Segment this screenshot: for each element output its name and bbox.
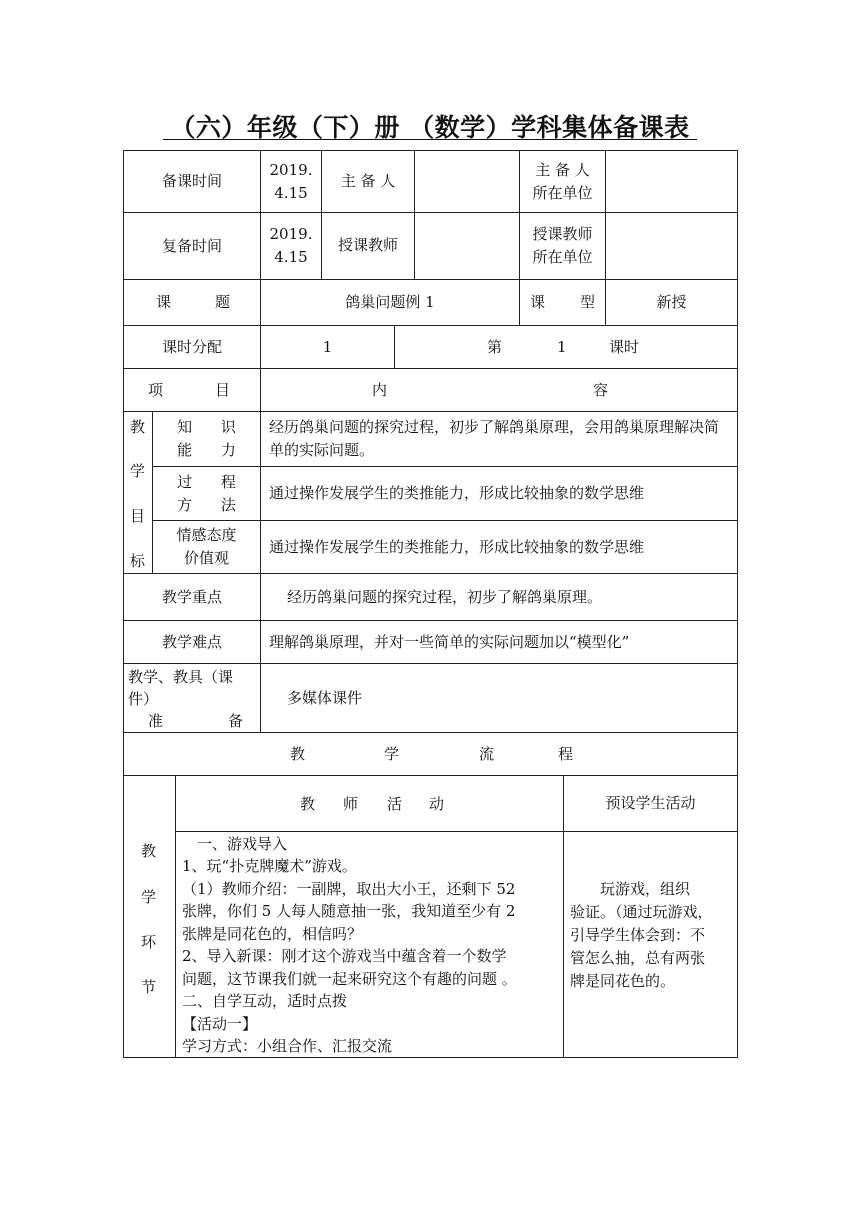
teacher-unit-label-line2: 所在单位	[532, 248, 593, 266]
student-line: 玩游戏，组织	[570, 880, 691, 898]
flow-section-char-4: 节	[141, 978, 157, 996]
knowledge-label-line2: 能 力	[177, 441, 236, 459]
key-text-cell	[260, 573, 738, 621]
teacher-activity-char-2: 师	[343, 795, 359, 813]
lead-unit-label-line2: 所在单位	[532, 183, 593, 202]
content-header-cell	[260, 368, 738, 412]
page-title: （六）年级（下）册 （数学）学科集体备课表	[170, 113, 690, 142]
flow-section-char-3: 环	[141, 933, 157, 951]
hours-label: 课时分配	[161, 337, 222, 356]
student-line: 引导学生体会到：不	[570, 926, 706, 944]
teacher-value-cell	[414, 212, 520, 280]
teacher-label-cell	[321, 212, 415, 280]
teacher-line: （1）教师介绍：一副牌，取出大小王，还剩下 52	[182, 880, 516, 898]
student-line: 验证。（通过玩游戏，	[570, 903, 713, 921]
period-suffix: 课时	[609, 338, 640, 356]
topic-label-b: 题	[214, 293, 230, 311]
lead-unit-label-line1: 主 备 人	[535, 160, 590, 179]
period-prefix: 第	[487, 338, 503, 356]
process-text: 通过操作发展学生的类推能力，形成比较抽象的数学思维	[269, 484, 645, 502]
prep-time-value-line2: 4.15	[274, 183, 308, 202]
prep-time-value-cell	[260, 150, 322, 213]
type-label-a: 课	[530, 293, 546, 311]
difficulty-text: 理解鸽巢原理，并对一些简单的实际问题加以“模型化”	[269, 632, 630, 651]
student-activity-header-cell	[563, 775, 738, 832]
key-label: 教学重点	[161, 587, 222, 606]
process-label-cell	[152, 466, 261, 521]
teacher-line: 一、游戏导入	[182, 835, 288, 853]
type-label-cell	[519, 279, 606, 326]
title-underline	[163, 139, 697, 140]
period-value: 1	[557, 338, 567, 356]
teacher-unit-label-cell	[519, 212, 606, 280]
knowledge-text: 经历鸽巢问题的探究过程，初步了解鸽巢原理，会用鸽巢原理解决简单的实际问题。	[269, 418, 720, 459]
difficulty-text-cell	[260, 620, 738, 664]
objectives-char-4: 标	[130, 552, 146, 570]
review-time-label: 复备时间	[161, 236, 222, 255]
emotion-text: 通过操作发展学生的类推能力，形成比较抽象的数学思维	[269, 537, 645, 556]
period-cell	[394, 325, 738, 369]
process-text-cell	[260, 466, 738, 521]
flow-section-cell	[123, 775, 176, 1058]
tools-label-line3a: 准	[148, 712, 164, 730]
emotion-text-cell	[260, 520, 738, 574]
type-label-b: 型	[579, 293, 595, 311]
lead-unit-value-cell	[605, 150, 738, 213]
flow-header-char-1: 教	[290, 745, 306, 763]
teacher-unit-label-line1: 授课教师	[532, 225, 593, 243]
item-header-cell	[123, 368, 261, 412]
knowledge-label-line1: 知 识	[177, 418, 236, 436]
tools-label-line1: 教学、教具（课	[128, 668, 234, 686]
teacher-line: 2、导入新课：刚才这个游戏当中蕴含着一个数学	[182, 947, 507, 965]
type-value-cell	[605, 279, 738, 326]
process-label-line1: 过 程	[177, 472, 236, 491]
flow-section-char-2: 学	[141, 888, 157, 906]
topic-label-a: 课	[156, 293, 172, 311]
teacher-activity-body-cell	[175, 831, 564, 1058]
prep-time-value-line1: 2019.	[269, 160, 313, 179]
teacher-line: 问题，这节课我们就一起来研究这个有趣的问题 。	[182, 970, 517, 988]
flow-header-char-2: 学	[384, 745, 400, 763]
lead-preparer-value-cell	[414, 150, 520, 213]
key-label-cell	[123, 573, 261, 621]
lead-preparer-label-cell	[321, 150, 415, 213]
lead-preparer-label: 主 备 人	[340, 172, 396, 190]
lead-unit-label-cell	[519, 150, 606, 213]
emotion-label-cell	[152, 520, 261, 574]
teacher-line: 1、玩“扑克牌魔术”游戏。	[182, 857, 357, 875]
objectives-group-cell	[123, 411, 153, 574]
difficulty-label-cell	[123, 620, 261, 664]
objectives-char-3: 目	[130, 507, 146, 525]
tools-label-cell	[123, 663, 261, 733]
topic-label-cell	[123, 279, 261, 326]
content-header-a: 内	[372, 381, 388, 399]
item-header-a: 项	[148, 380, 164, 399]
hours-value: 1	[322, 337, 333, 356]
teacher-activity-header-cell	[175, 775, 564, 832]
teacher-unit-value-cell	[605, 212, 738, 280]
hours-value-cell	[260, 325, 395, 369]
flow-header-char-3: 流	[479, 745, 495, 763]
student-line: 管怎么抽，总有两张	[570, 949, 706, 967]
prep-time-label: 备课时间	[161, 172, 222, 190]
teacher-activity-char-1: 教	[300, 795, 316, 813]
item-header-b: 目	[214, 380, 230, 399]
key-text: 经历鸽巢问题的探究过程，初步了解鸽巢原理。	[287, 587, 603, 606]
teacher-activity-char-4: 动	[429, 795, 445, 813]
knowledge-text-cell	[260, 411, 738, 467]
teacher-activity-char-3: 活	[387, 795, 403, 813]
review-time-value-line1: 2019.	[269, 225, 313, 243]
topic-value: 鸽巢问题例 1	[345, 293, 435, 311]
teacher-line: 学习方式：小组合作、汇报交流	[182, 1037, 393, 1055]
emotion-label-line2: 价值观	[183, 549, 229, 567]
teacher-line: 二、自学互动，适时点拨	[182, 992, 348, 1010]
teacher-line: 【活动一】	[182, 1015, 258, 1033]
review-time-label-cell	[123, 212, 261, 280]
teacher-line: 张牌是同花色的，相信吗？	[182, 925, 363, 943]
tools-label-line3b: 备	[228, 712, 244, 730]
student-line: 牌是同花色的。	[570, 972, 676, 990]
knowledge-label-cell	[152, 411, 261, 467]
process-label-line2: 方 法	[177, 495, 236, 514]
topic-value-cell	[260, 279, 520, 326]
difficulty-label: 教学难点	[161, 632, 222, 651]
type-value: 新授	[656, 293, 687, 311]
emotion-label-line1: 情感态度	[176, 526, 237, 544]
tools-text: 多媒体课件	[287, 688, 363, 707]
flow-header-cell	[123, 732, 738, 776]
tools-label-line2: 件）	[128, 690, 159, 708]
teacher-label: 授课教师	[337, 236, 398, 254]
prep-time-label-cell	[123, 150, 261, 213]
objectives-char-2: 学	[130, 462, 146, 480]
objectives-char-1: 教	[130, 418, 146, 436]
review-time-value-cell	[260, 212, 322, 280]
teacher-line: 张牌，你们 5 人每人随意抽一张，我知道至少有 2	[182, 902, 516, 920]
student-activity-body-cell	[563, 831, 738, 1058]
review-time-value-line2: 4.15	[274, 248, 308, 266]
student-activity-header: 预设学生活动	[605, 794, 696, 812]
flow-header-char-4: 程	[558, 745, 574, 763]
tools-text-cell	[260, 663, 738, 733]
content-header-b: 容	[593, 381, 609, 399]
flow-section-char-1: 教	[141, 842, 157, 860]
hours-label-cell	[123, 325, 261, 369]
